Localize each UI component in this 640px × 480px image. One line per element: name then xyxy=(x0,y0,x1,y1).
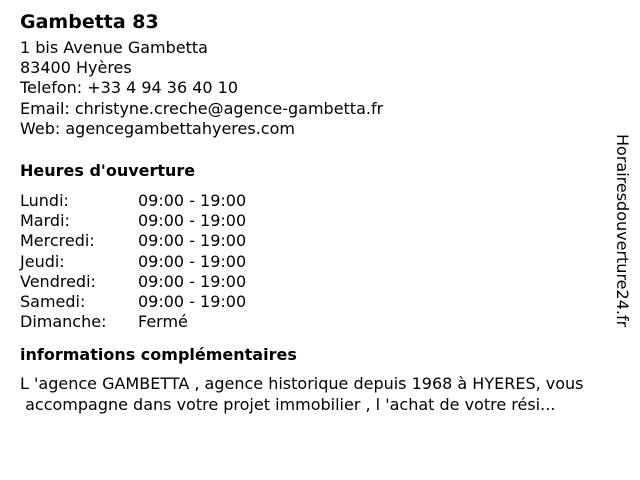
day-label: Mardi: xyxy=(20,211,70,231)
day-label: Lundi: xyxy=(20,191,69,211)
email-line: Email: christyne.creche@agence-gambetta.fr xyxy=(20,98,384,118)
info-line-2: accompagne dans votre projet immobilier , l 'achat de votre rési... xyxy=(20,394,556,414)
day-label: Dimanche: xyxy=(20,312,107,332)
contact-block xyxy=(20,38,620,139)
address-street: 1 bis Avenue Gambetta xyxy=(20,38,208,57)
hours-row-friday xyxy=(20,272,620,292)
hours-row-wednesday xyxy=(20,231,620,251)
business-name: Gambetta 83 xyxy=(20,11,159,33)
info-line-1: L 'agence GAMBETTA , agence historique depuis 1968 à HYERES, vous xyxy=(20,374,584,394)
hours-row-sunday xyxy=(20,312,620,332)
hours-row-thursday xyxy=(20,252,620,272)
day-label: Mercredi: xyxy=(20,231,95,251)
site-watermark: Horairesdouverture24.fr xyxy=(613,134,632,328)
hours-row-monday xyxy=(20,191,620,211)
day-hours: 09:00 - 19:00 xyxy=(138,251,247,271)
day-label: Vendredi: xyxy=(20,271,96,291)
info-description xyxy=(20,374,640,415)
business-card xyxy=(20,8,620,415)
day-hours: 09:00 - 19:00 xyxy=(138,292,247,312)
day-label: Jeudi: xyxy=(20,251,65,271)
hours-title: Heures d'ouverture xyxy=(20,161,196,181)
address-city: 83400 Hyères xyxy=(20,58,132,78)
day-hours: 09:00 - 19:00 xyxy=(138,191,247,211)
phone-line: Telefon: +33 4 94 36 40 10 xyxy=(20,78,239,98)
day-label: Samedi: xyxy=(20,292,86,312)
hours-row-saturday xyxy=(20,292,620,312)
day-hours: Fermé xyxy=(138,312,188,332)
day-hours: 09:00 - 19:00 xyxy=(138,211,247,231)
day-hours: 09:00 - 19:00 xyxy=(138,271,247,291)
web-line: Web: agencegambettahyeres.com xyxy=(20,118,295,138)
day-hours: 09:00 - 19:00 xyxy=(138,231,247,251)
info-title: informations complémentaires xyxy=(20,345,297,365)
hours-row-tuesday xyxy=(20,211,620,231)
hours-table xyxy=(20,191,620,332)
